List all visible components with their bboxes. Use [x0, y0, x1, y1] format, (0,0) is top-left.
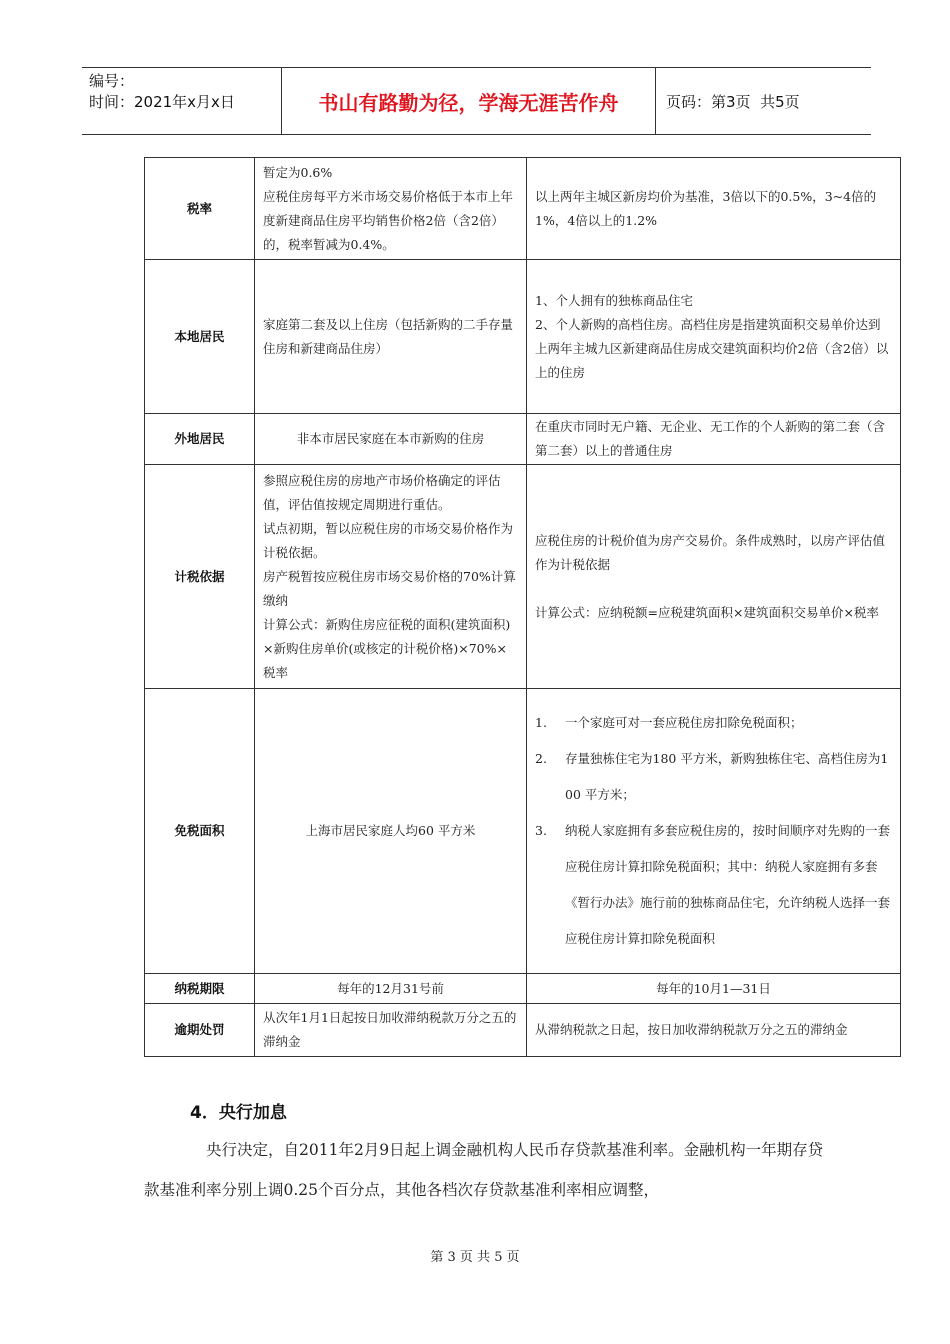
cell-chongqing — [527, 689, 901, 974]
table-row-tax-rate — [145, 158, 901, 260]
table-row-nonlocal-residents — [145, 414, 901, 465]
page-footer: 第 3 页 共 5 页 — [430, 1250, 520, 1265]
table-row-late-penalty — [145, 1004, 901, 1057]
list-item: 1. 一个家庭可对一套应税住房扣除免税面积； — [535, 715, 803, 730]
row-label: 纳税期限 — [145, 974, 255, 1004]
cell-chongqing: 每年的10月1—31日 — [527, 974, 901, 1004]
cell-chongqing: 应税住房的计税价值为房产交易价。条件成熟时，以房产评估值作为计税依据 计算公式：应纳税额=应税建筑面积×建筑面积交易单价×税率 — [527, 465, 901, 689]
cell-shanghai: 上海市居民家庭人均60 平方米 — [255, 689, 527, 974]
cell-shanghai: 暂定为0.6% 应税住房每平方米市场交易价格低于本市上年度新建商品住房平均销售价格2倍（含2倍）的，税率暂减为0.4%。 — [255, 158, 527, 260]
page-label: 页码：第3页 共5页 — [666, 92, 800, 111]
row-label: 本地居民 — [145, 260, 255, 414]
cell-shanghai: 参照应税住房的房地产市场价格确定的评估值，评估值按规定周期进行重估。 试点初期，暂以应税住房的市场交易价格作为计税依据。 房产税暂按应税住房市场交易价格的70%计算缴纳 计算公式：新购住房应征税的面积(建筑面积)×新购住房单价(或核定的计税价格)×70%×税率 — [255, 465, 527, 689]
row-label: 逾期处罚 — [145, 1004, 255, 1057]
cell-shanghai: 家庭第二套及以上住房（包括新购的二手存量住房和新建商品住房） — [255, 260, 527, 414]
cell-chongqing: 从滞纳税款之日起，按日加收滞纳税款万分之五的滞纳金 — [527, 1004, 901, 1057]
cell-chongqing: 1、个人拥有的独栋商品住宅 2、个人新购的高档住房。高档住房是指建筑面积交易单价达到上两年主城九区新建商品住房成交建筑面积均价2倍（含2倍）以上的住房 — [527, 260, 901, 414]
section-title: 4．央行加息 — [190, 1103, 287, 1123]
cell-shanghai: 非本市居民家庭在本市新购的住房 — [255, 414, 527, 465]
cell-chongqing: 在重庆市同时无户籍、无企业、无工作的个人新购的第二套（含第二套）以上的普通住房 — [527, 414, 901, 465]
list-item: 3. 纳税人家庭拥有多套应税住房的，按时间顺序对先购的一套应税住房计算扣除免税面积；其中：纳税人家庭拥有多套《暂行办法》施行前的独栋商品住宅，允许纳税人选择一套应税住房计算扣除免税面积 — [535, 823, 891, 946]
table-row-tax-deadline — [145, 974, 901, 1004]
property-tax-comparison-table — [144, 157, 901, 1057]
cell-chongqing: 以上两年主城区新房均价为基准，3倍以下的0.5%，3~4倍的1%，4倍以上的1.2% — [527, 158, 901, 260]
header-motto: 书山有路勤为径，学海无涯苦作舟 — [282, 68, 656, 134]
row-label: 外地居民 — [145, 414, 255, 465]
document-number-label: 编号： — [89, 72, 135, 90]
row-label: 免税面积 — [145, 689, 255, 974]
header-meta — [82, 68, 282, 134]
cell-shanghai: 每年的12月31号前 — [255, 974, 527, 1004]
section-paragraph: 央行决定，自2011年2月9日起上调金融机构人民币存贷款基准利率。金融机构一年期存贷款基准利率分别上调0.25个百分点，其他各档次存贷款基准利率相应调整， — [144, 1141, 824, 1199]
page-header — [82, 67, 871, 135]
row-label: 税率 — [145, 158, 255, 260]
row-label: 计税依据 — [145, 465, 255, 689]
cell-shanghai: 从次年1月1日起按日加收滞纳税款万分之五的滞纳金 — [255, 1004, 527, 1057]
header-page-info — [656, 68, 871, 134]
list-item: 2. 存量独栋住宅为180 平方米，新购独栋住宅、高档住房为100 平方米； — [535, 751, 889, 802]
exempt-area-list — [535, 705, 892, 957]
table-row-exempt-area — [145, 689, 901, 974]
table-row-local-residents — [145, 260, 901, 414]
document-time-label: 时间：2021年x月x日 — [89, 93, 235, 111]
table-row-tax-basis — [145, 465, 901, 689]
